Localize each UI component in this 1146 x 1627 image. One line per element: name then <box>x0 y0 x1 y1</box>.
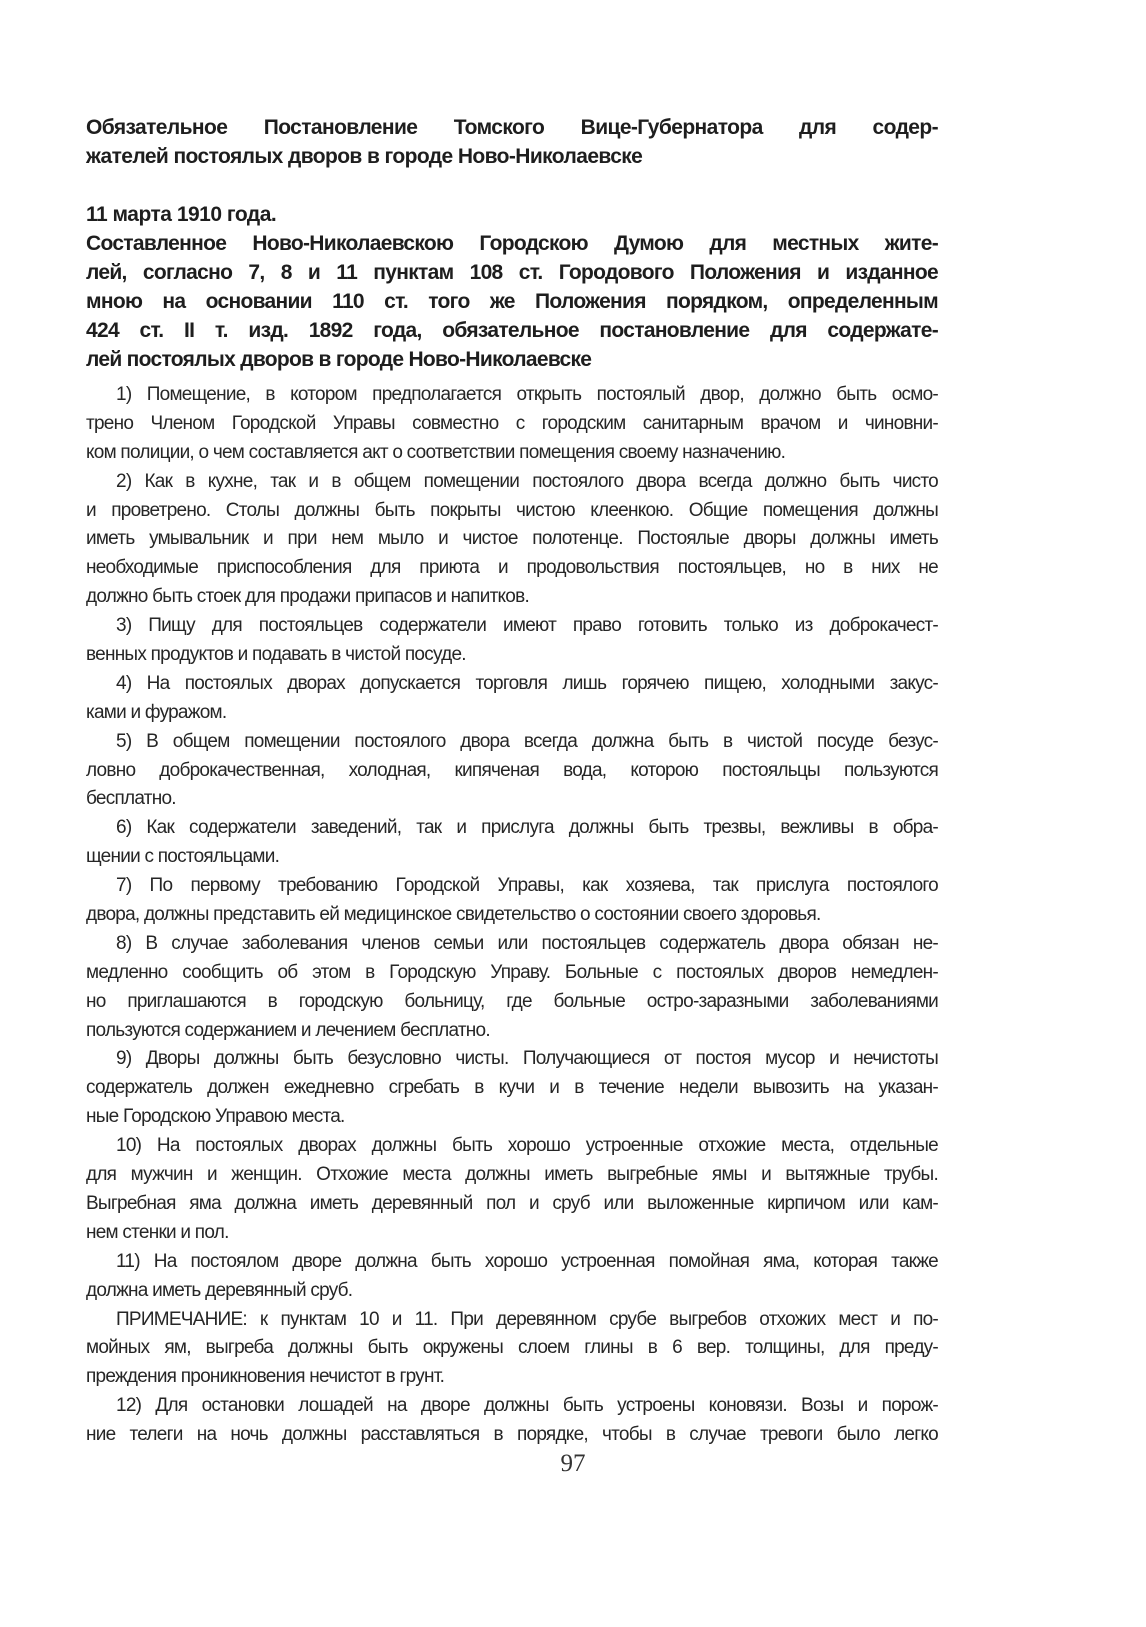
paragraph-line: ком полиции, о чем составляется акт о соответствии помещения своему назначению. <box>86 441 786 463</box>
document-title <box>86 113 938 171</box>
paragraph <box>86 1306 938 1393</box>
paragraph-line: трено Членом Городской Управы совместно с городским санитарным врачом и чиновни- <box>86 412 938 434</box>
subheading-line: Составленное Ново-Николаевскою Городскою Думою для местных жите- <box>86 232 938 255</box>
paragraph <box>86 814 938 872</box>
paragraph-line: 12) Для остановки лошадей на дворе должны быть устроены коновязи. Возы и порож- <box>116 1395 938 1417</box>
paragraph-line: 1) Помещение, в котором предполагается открыть постоялый двор, должно быть осмо- <box>116 384 938 405</box>
paragraph-line: ками и фуражом. <box>86 701 227 723</box>
paragraph-line: 2) Как в кухне, так и в общем помещении постоялого двора всегда должно быть чисто <box>116 470 938 492</box>
paragraph <box>86 872 938 930</box>
paragraph-line: и проветрено. Столы должны быть покрыты чистою клеенкою. Общие помещения должны <box>86 499 938 521</box>
paragraph-line: щении с постояльцами. <box>86 846 280 868</box>
page-number: 97 <box>560 1450 586 1477</box>
paragraph-line: иметь умывальник и при нем мыло и чистое полотенце. Постоялые дворы должны иметь <box>86 528 938 550</box>
paragraph-line: должна иметь деревянный сруб. <box>86 1279 353 1301</box>
paragraph-line: 10) На постоялых дворах должны быть хорошо устроенные отхожие места, отдельные <box>116 1135 938 1157</box>
paragraph-line: двора, должны представить ей медицинское свидетельство о состоянии своего здоровья. <box>86 904 821 926</box>
paragraph <box>86 930 938 1046</box>
paragraph-line: 4) На постоялых дворах допускается торговля лишь горячею пищею, холодными закус- <box>116 672 938 694</box>
paragraph-line: бесплатно. <box>86 788 176 810</box>
paragraph-line: для мужчин и женщин. Отхожие места должны иметь выгребные ямы и вытяжные трубы. <box>86 1164 938 1186</box>
document-body <box>86 381 938 1450</box>
paragraph-line: 6) Как содержатели заведений, так и прислуга должны быть трезвы, вежливы в обра- <box>116 817 938 839</box>
paragraph <box>86 728 938 815</box>
paragraph-line: необходимые приспособления для приюта и продовольствия постояльцев, но в них не <box>86 557 938 579</box>
document-date: 11 марта 1910 года. <box>86 203 277 226</box>
paragraph <box>86 612 938 670</box>
paragraph-line: но приглашаются в городскую больницу, где больные остро-заразными заболеваниями <box>86 990 938 1012</box>
title-line: жателей постоялых дворов в городе Ново-Николаевске <box>86 145 643 168</box>
paragraph-line: 11) На постоялом дворе должна быть хорошо устроенная помойная яма, которая также <box>116 1250 938 1272</box>
paragraph-line: 3) Пищу для постояльцев содержатели имеют право готовить только из доброкачест- <box>116 615 938 637</box>
subheading-line: лей постоялых дворов в городе Ново-Николаевске <box>86 348 592 371</box>
paragraph-line: должно быть стоек для продажи припасов и напитков. <box>86 586 530 608</box>
subheading-line: мною на основании 110 ст. того же Положения порядком, определенным <box>86 290 938 313</box>
paragraph-line: мойных ям, выгреба должны быть окружены слоем глины в 6 вер. толщины, для преду- <box>86 1337 938 1359</box>
paragraph-line: 9) Дворы должны быть безусловно чисты. Получающиеся от постоя мусор и нечистоты <box>116 1048 938 1070</box>
paragraph-line: 8) В случае заболевания членов семьи или постояльцев содержатель двора обязан не- <box>116 932 938 954</box>
paragraph-line: содержатель должен ежедневно сгребать в кучи и в течение недели вывозить на указан- <box>86 1077 938 1099</box>
title-line: Обязательное Постановление Томского Вице-Губернатора для содер- <box>86 116 938 139</box>
paragraph-line: ПРИМЕЧАНИЕ: к пунктам 10 и 11. При деревянном срубе выгребов отхожих мест и по- <box>116 1308 938 1330</box>
paragraph <box>86 1132 938 1248</box>
subheading-line: лей, согласно 7, 8 и 11 пунктам 108 ст. Городового Положения и изданное <box>86 261 938 284</box>
paragraph-line: 7) По первому требованию Городской Управы, как хозяева, так прислуга постоялого <box>116 875 938 897</box>
paragraph <box>86 381 938 468</box>
paragraph <box>86 1392 938 1450</box>
subheading-line: 424 ст. II т. изд. 1892 года, обязательное постановление для содержате- <box>86 319 938 342</box>
paragraph-line: Выгребная яма должна иметь деревянный пол и сруб или выложенные кирпичом или кам- <box>86 1192 938 1214</box>
paragraph <box>86 1045 938 1132</box>
paragraph <box>86 670 938 728</box>
paragraph <box>86 1248 938 1306</box>
paragraph-line: преждения проникновения нечистот в грунт. <box>86 1366 445 1388</box>
paragraph-line: пользуются содержанием и лечением бесплатно. <box>86 1019 490 1041</box>
paragraph-line: нем стенки и пол. <box>86 1221 229 1243</box>
paragraph-line: 5) В общем помещении постоялого двора всегда должна быть в чистой посуде безус- <box>116 730 938 752</box>
document-subheading <box>86 229 938 374</box>
paragraph <box>86 468 938 612</box>
paragraph-line: ловно доброкачественная, холодная, кипяченая вода, которою постояльцы пользуются <box>86 759 938 781</box>
paragraph-line: ные Городскою Управою места. <box>86 1106 345 1128</box>
paragraph-line: ние телеги на ночь должны расставляться в порядке, чтобы в случае тревоги было легко <box>86 1424 938 1446</box>
paragraph-line: венных продуктов и подавать в чистой посуде. <box>86 644 466 666</box>
paragraph-line: медленно сообщить об этом в Городскую Управу. Больные с постоялых дворов немедлен- <box>86 961 938 983</box>
